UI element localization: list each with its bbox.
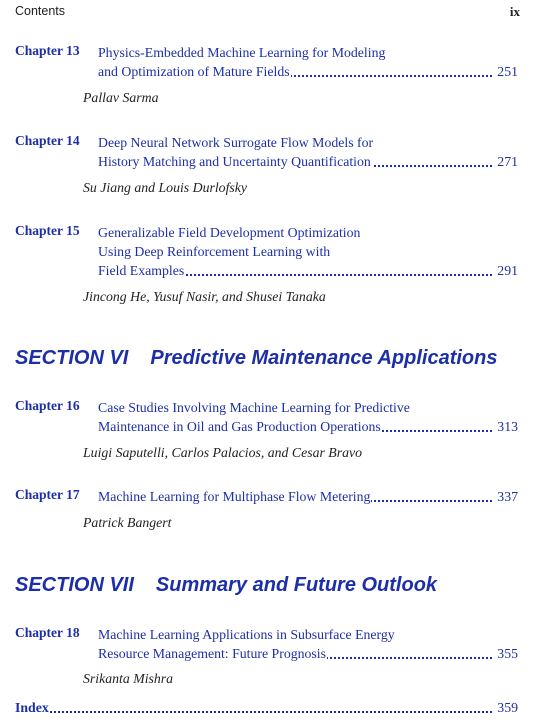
chapter-label: Chapter 18: [15, 625, 80, 640]
toc-entry-index[interactable]: [15, 698, 518, 717]
chapter-title-line: Machine Learning for Multiphase Flow Metering: [98, 489, 371, 504]
chapter-authors: Su Jiang and Louis Durlofsky: [83, 180, 248, 195]
chapter-title-line: Generalizable Field Development Optimization: [98, 225, 361, 240]
chapter-authors: Luigi Saputelli, Carlos Palacios, and Cesar Bravo: [83, 445, 363, 460]
chapter-title-line: History Matching and Uncertainty Quantification: [98, 154, 371, 169]
chapter-authors: Jincong He, Yusuf Nasir, and Shusei Tanaka: [83, 289, 326, 304]
chapter-label: Chapter 17: [15, 487, 80, 502]
section-heading-vii[interactable]: [15, 574, 437, 597]
section-number: SECTION VI: [15, 347, 129, 369]
chapter-authors: Patrick Bangert: [83, 515, 172, 530]
chapter-page-number: 251: [497, 64, 518, 79]
chapter-page-number: 355: [497, 646, 518, 661]
chapter-title[interactable]: [98, 43, 518, 81]
chapter-label: Chapter 15: [15, 223, 80, 238]
section-number: SECTION VII: [15, 574, 134, 596]
chapter-title-line: Case Studies Involving Machine Learning for Predictive: [98, 400, 410, 415]
chapter-title-line: Machine Learning Applications in Subsurface Energy: [98, 627, 395, 642]
running-header-title: Contents: [15, 4, 66, 18]
chapter-title-line: Physics-Embedded Machine Learning for Modeling: [98, 45, 386, 60]
chapter-label: Chapter 14: [15, 133, 80, 148]
chapter-title[interactable]: [98, 487, 518, 506]
section-title: Summary and Future Outlook: [155, 574, 438, 596]
chapter-title[interactable]: [98, 398, 518, 436]
chapter-title-line: Deep Neural Network Surrogate Flow Models for: [98, 135, 374, 150]
chapter-title-line: Field Examples: [98, 263, 185, 278]
chapter-title[interactable]: [98, 625, 518, 663]
chapter-page-number: 291: [497, 263, 518, 278]
chapter-title[interactable]: [98, 133, 518, 171]
chapter-title[interactable]: [98, 223, 518, 280]
index-label: Index: [15, 700, 49, 715]
section-heading-vi[interactable]: [15, 347, 498, 370]
chapter-label: Chapter 16: [15, 398, 80, 413]
chapter-authors: Pallav Sarma: [83, 90, 159, 105]
chapter-page-number: 337: [497, 489, 518, 504]
chapter-authors: Srikanta Mishra: [83, 671, 174, 686]
chapter-title-line: Resource Management: Future Prognosis: [98, 646, 326, 661]
index-page-number: 359: [497, 700, 518, 715]
chapter-page-number: 313: [497, 419, 518, 434]
chapter-title-line: and Optimization of Mature Fields: [98, 64, 290, 79]
running-header: [15, 4, 520, 20]
chapter-label: Chapter 13: [15, 43, 80, 58]
chapter-title-line: Maintenance in Oil and Gas Production Operations: [98, 419, 381, 434]
chapter-page-number: 271: [497, 154, 518, 169]
page-number: ix: [509, 4, 520, 19]
chapter-title-line: Using Deep Reinforcement Learning with: [98, 244, 331, 259]
section-title: Predictive Maintenance Applications: [150, 347, 498, 369]
